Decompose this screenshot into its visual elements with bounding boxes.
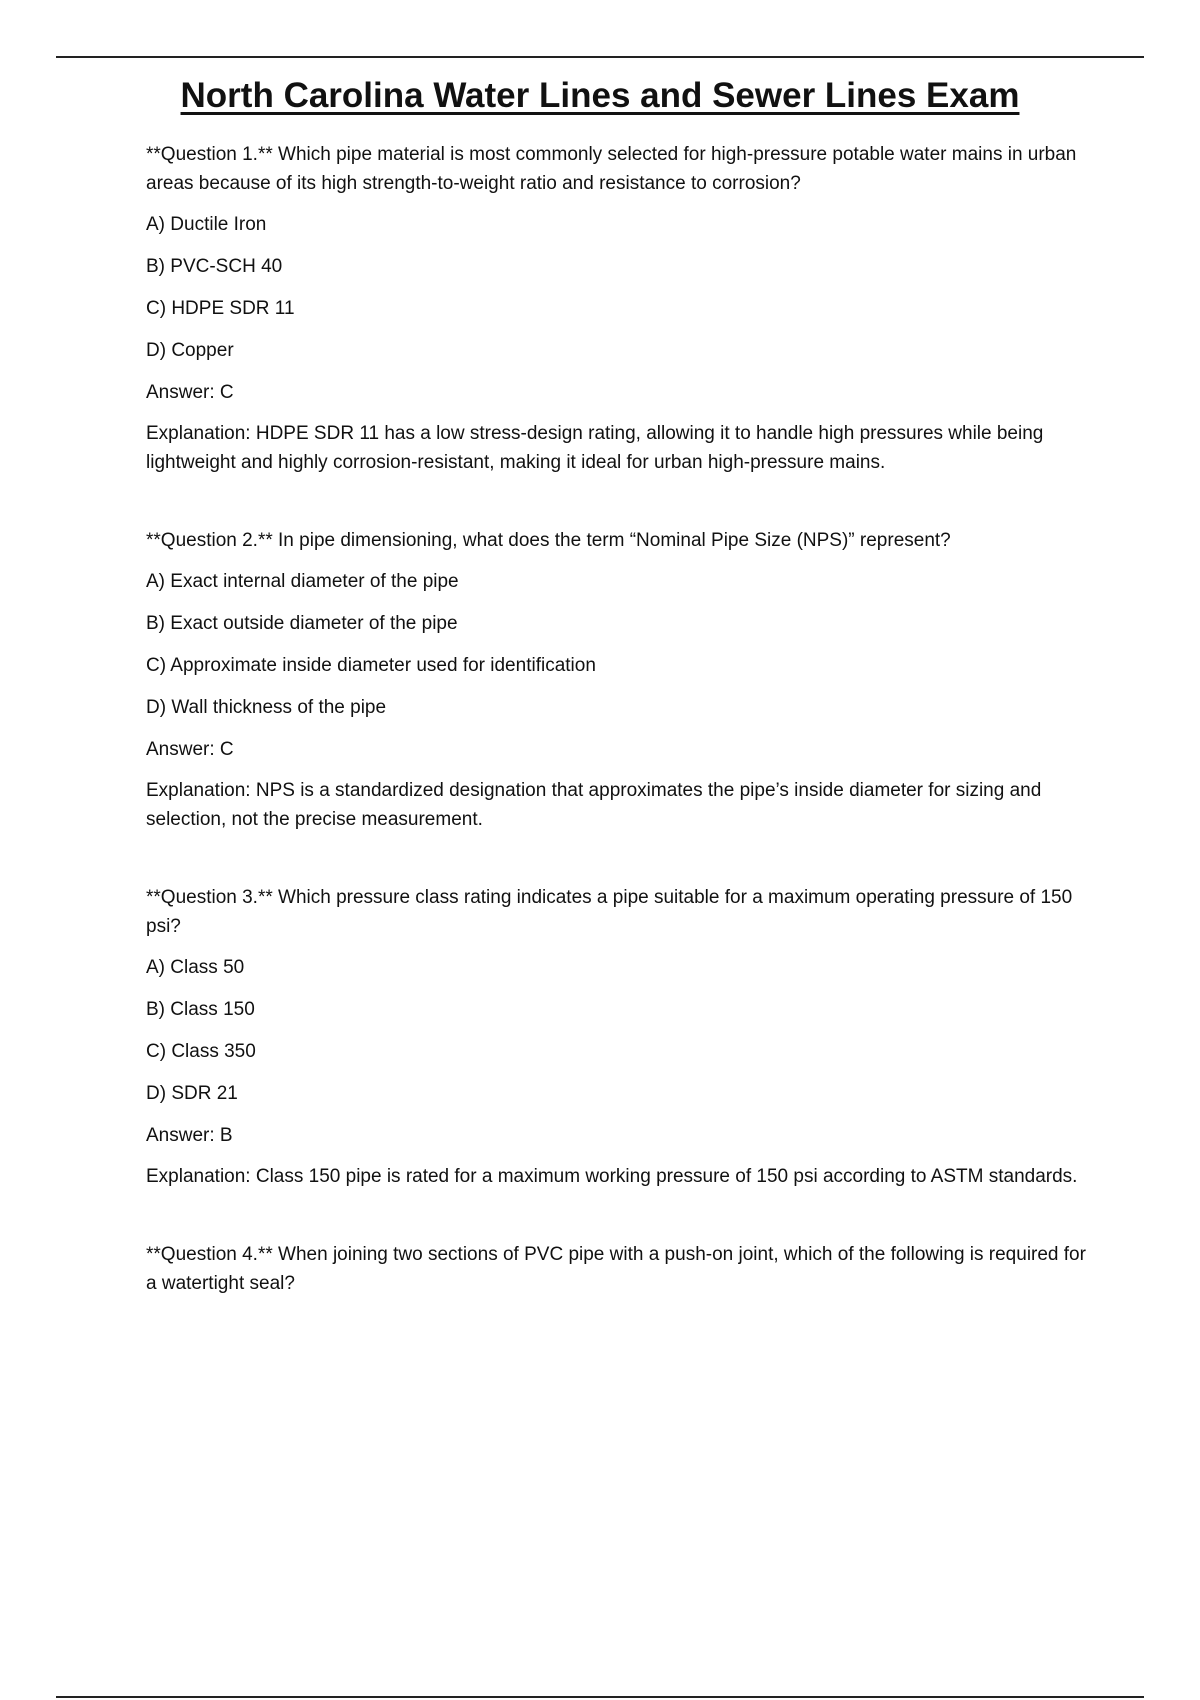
question-text: **Question 4.** When joining two sections of PVC pipe with a push-on joint, which of the following is required for a watertight seal? [146,1244,1086,1294]
option-b: B) Exact outside diameter of the pipe [146,613,458,634]
question-text: **Question 2.** In pipe dimensioning, what does the term “Nominal Pipe Size (NPS)” represent? [146,530,951,551]
option-c: C) HDPE SDR 11 [146,298,295,319]
option-a: A) Exact internal diameter of the pipe [146,571,459,592]
option-a: A) Class 50 [146,957,245,978]
answer-line: Answer: C [146,739,234,760]
option-b: B) Class 150 [146,999,255,1020]
question-text: **Question 3.** Which pressure class rating indicates a pipe suitable for a maximum operating pressure of 150 psi? [146,887,1073,937]
option-d: D) Copper [146,340,234,361]
explanation: Explanation: NPS is a standardized designation that approximates the pipe’s inside diameter for sizing and selection, not the precise measurement. [146,780,1042,830]
answer-line: Answer: B [146,1125,233,1146]
question-block-3 [146,883,1091,1191]
question-block-2 [146,526,1091,834]
explanation: Explanation: HDPE SDR 11 has a low stress-design rating, allowing it to handle high pressures while being lightweight and highly corrosion-resistant, making it ideal for urban high-pressure mains. [146,423,1044,473]
option-c: C) Approximate inside diameter used for identification [146,655,596,676]
explanation: Explanation: Class 150 pipe is rated for a maximum working pressure of 150 psi according to ASTM standards. [146,1166,1078,1187]
question-text: **Question 1.** Which pipe material is most commonly selected for high-pressure potable water mains in urban areas because of its high strength-to-weight ratio and resistance to corrosion? [146,144,1077,194]
document-body [146,140,1091,1310]
page-title-text: North Carolina Water Lines and Sewer Lines Exam [180,76,1020,115]
question-block-1 [146,140,1091,477]
option-a: A) Ductile Iron [146,214,267,235]
option-d: D) Wall thickness of the pipe [146,697,387,718]
option-c: C) Class 350 [146,1041,256,1062]
option-d: D) SDR 21 [146,1083,238,1104]
question-block-4 [146,1240,1091,1298]
top-rule [56,56,1144,58]
answer-line: Answer: C [146,382,234,403]
option-b: B) PVC-SCH 40 [146,256,283,277]
page-title [0,72,1200,120]
bottom-rule [56,1696,1144,1698]
